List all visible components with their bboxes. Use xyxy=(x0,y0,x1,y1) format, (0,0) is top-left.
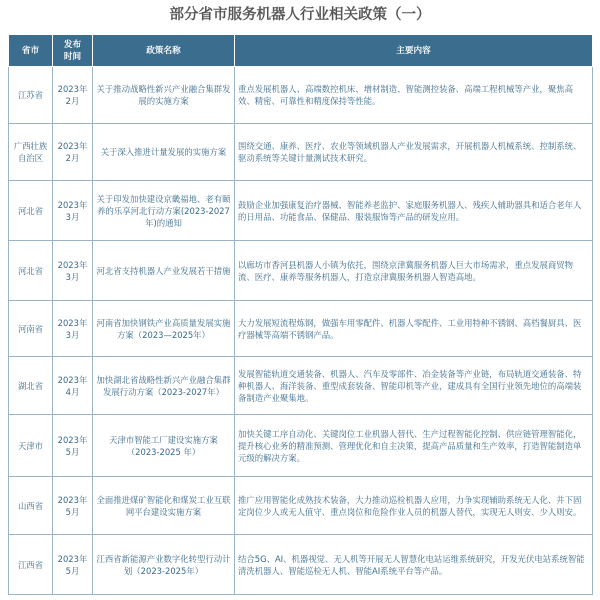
table-row xyxy=(9,67,593,124)
policy-name-cell: 河南省加快钢铁产业高质量发展实施方案（2023—2025年） xyxy=(93,301,235,357)
time-cell: 2023年5月 xyxy=(53,415,93,477)
province-cell: 江苏省 xyxy=(9,67,53,124)
province-cell: 湖北省 xyxy=(9,357,53,415)
province-cell: 河北省 xyxy=(9,241,53,301)
policy-name-cell: 加快湖北省战略性新兴产业融合集群发展行动方案（2023-2027年） xyxy=(93,357,235,415)
province-cell: 河南省 xyxy=(9,301,53,357)
time-cell: 2023年5月 xyxy=(53,477,93,535)
content-cell: 大力发展短流程炼钢，做强车用零配件、机器人零配件、工业用特种不锈钢、高档餐厨具、医疗器械等高端不锈钢产品。 xyxy=(235,301,593,357)
header-policy-name: 政策名称 xyxy=(93,35,235,67)
header-province: 省市 xyxy=(9,35,53,67)
policy-name-cell: 天津市智能工厂建设实施方案（2023-2025 年） xyxy=(93,415,235,477)
time-cell: 2023年2月 xyxy=(53,124,93,181)
content-cell: 围绕交通、康养、医疗、农业等领域机器人产业发展需求，开展机器人机械系统、控制系统、驱动系统等关键计量测试技术研究。 xyxy=(235,124,593,181)
table-header xyxy=(9,35,593,67)
table-row xyxy=(9,124,593,181)
policy-name-cell: 江西省新能源产业数字化转型行动计划（2023-2025年） xyxy=(93,535,235,595)
header-row xyxy=(9,35,593,67)
table-body xyxy=(9,67,593,595)
table-row xyxy=(9,181,593,241)
content-cell: 以廊坊市香河县机器人小镇为依托，围绕京津冀服务机器人巨大市场需求，重点发展商贸物流、医疗、康养等服务机器人，打造京津冀服务机器人智造高地。 xyxy=(235,241,593,301)
header-time: 发布 时间 xyxy=(53,35,93,67)
policy-name-cell: 关于印发加快建设京畿福地、老有颐养的乐享河北行动方案(2023-2027年)的通知 xyxy=(93,181,235,241)
province-cell: 广西壮族自治区 xyxy=(9,124,53,181)
header-content: 主要内容 xyxy=(235,35,593,67)
table-row xyxy=(9,241,593,301)
content-cell: 推广应用智能化成熟技术装备，大力推动巡检机器人应用，力争实现辅助系统无人化、井下固定岗位少人或无人值守、重点岗位和危险作业人员的机器人替代，实现无人则安、少人则安。 xyxy=(235,477,593,535)
table-row xyxy=(9,415,593,477)
content-cell: 重点发展机器人、高端数控机床、增材制造、智能测控装备、高端工程机械等产业，聚焦高效、精密、可靠性和精度保持等性能。 xyxy=(235,67,593,124)
content-cell: 发展智能轨道交通装备、机器人、汽车及零部件、冶金装备等产业链，布局轨道交通装备、特种机器人、海洋装备、重型成套装备、智能印机等产业，建成具有全国行业领先地位的高端装备制造产业聚集地。 xyxy=(235,357,593,415)
province-cell: 天津市 xyxy=(9,415,53,477)
province-cell: 河北省 xyxy=(9,181,53,241)
content-cell: 鼓励企业加强康复治疗器械、智能养老监护、家庭服务机器人、残疾人辅助器具和适合老年人的日用品、功能食品、保健品、服装服饰等产品的研发应用。 xyxy=(235,181,593,241)
time-cell: 2023年3月 xyxy=(53,301,93,357)
policy-name-cell: 全面推进煤矿智能化和煤炭工业互联网平台建设实施方案 xyxy=(93,477,235,535)
content-cell: 加快关键工序自动化、关键岗位工业机器人替代、生产过程智能化控制、供应链管理智能化，提升核心业务的精准预测、管理优化和自主决策，提高产品质量和生产效率，打造智能制造单元级的解决方案。 xyxy=(235,415,593,477)
table-row xyxy=(9,477,593,535)
province-cell: 山西省 xyxy=(9,477,53,535)
table-row xyxy=(9,535,593,595)
time-cell: 2023年4月 xyxy=(53,357,93,415)
page-title: 部分省市服务机器人行业相关政策（一） xyxy=(169,7,431,23)
table-row xyxy=(9,301,593,357)
policy-name-cell: 关于深入推进计量发展的实施方案 xyxy=(93,124,235,181)
policy-table xyxy=(8,34,593,595)
policy-name-cell: 河北省支持机器人产业发展若干措施 xyxy=(93,241,235,301)
province-cell: 江西省 xyxy=(9,535,53,595)
time-cell: 2023年3月 xyxy=(53,241,93,301)
time-cell: 2023年2月 xyxy=(53,67,93,124)
time-cell: 2023年3月 xyxy=(53,181,93,241)
content-cell: 结合5G、AI、机器视觉、无人机等开展无人智慧化电站运维系统研究，开发光伏电站系统智能清洗机器人、智能巡检无人机、智能AI系统平台等产品。 xyxy=(235,535,593,595)
policy-name-cell: 关于推动战略性新兴产业融合集群发展的实施方案 xyxy=(93,67,235,124)
time-cell: 2023年5月 xyxy=(53,535,93,595)
table-row xyxy=(9,357,593,415)
